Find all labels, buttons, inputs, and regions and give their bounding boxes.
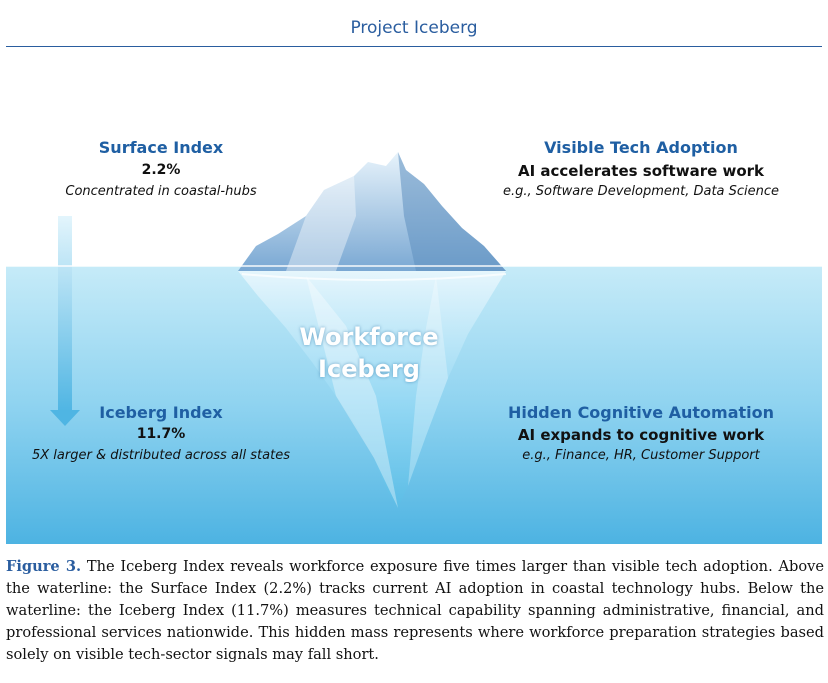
header-rule: [6, 46, 822, 47]
figure-caption-text: The Iceberg Index reveals workforce exposure five times larger than visible tech adoption. Above the waterline: the Surface Index (2.2%) tracks current AI adoption in coastal technology hubs. Below the waterline: the Iceberg Index (11.7%) measures technical capability spanning administrative, financial, and professional services nationwide. This hidden mass represents where workforce preparation strategies based solely on visible tech-sector signals may fall short.: [6, 558, 824, 663]
iceberg-index-value: 11.7%: [136, 426, 186, 442]
iceberg-index-note: 5X larger & distributed across all states: [31, 448, 290, 463]
visible-tech-subtitle: AI accelerates software work: [517, 162, 765, 180]
iceberg-figure: [6, 66, 822, 544]
figure-caption-label: Figure 3.: [6, 558, 82, 575]
visible-tech-examples: e.g., Software Development, Data Science: [502, 184, 780, 199]
hidden-automation-title: Hidden Cognitive Automation: [507, 403, 775, 422]
iceberg-label-line1: Workforce: [299, 323, 439, 351]
down-arrow-shaft: [58, 216, 72, 412]
visible-tech-title: Visible Tech Adoption: [544, 138, 738, 157]
surface-index-note: Concentrated in coastal-hubs: [65, 184, 257, 199]
iceberg-label-line2: Iceberg: [318, 355, 420, 383]
surface-index-value: 2.2%: [141, 162, 181, 178]
hidden-automation-subtitle: AI expands to cognitive work: [517, 426, 765, 444]
hidden-automation-examples: e.g., Finance, HR, Customer Support: [522, 448, 760, 463]
iceberg-index-title: Iceberg Index: [99, 403, 223, 422]
workforce-iceberg-label: [284, 321, 454, 385]
page-header-title: Project Iceberg: [350, 18, 478, 38]
surface-index-title: Surface Index: [98, 138, 224, 157]
figure-caption: [6, 556, 824, 666]
